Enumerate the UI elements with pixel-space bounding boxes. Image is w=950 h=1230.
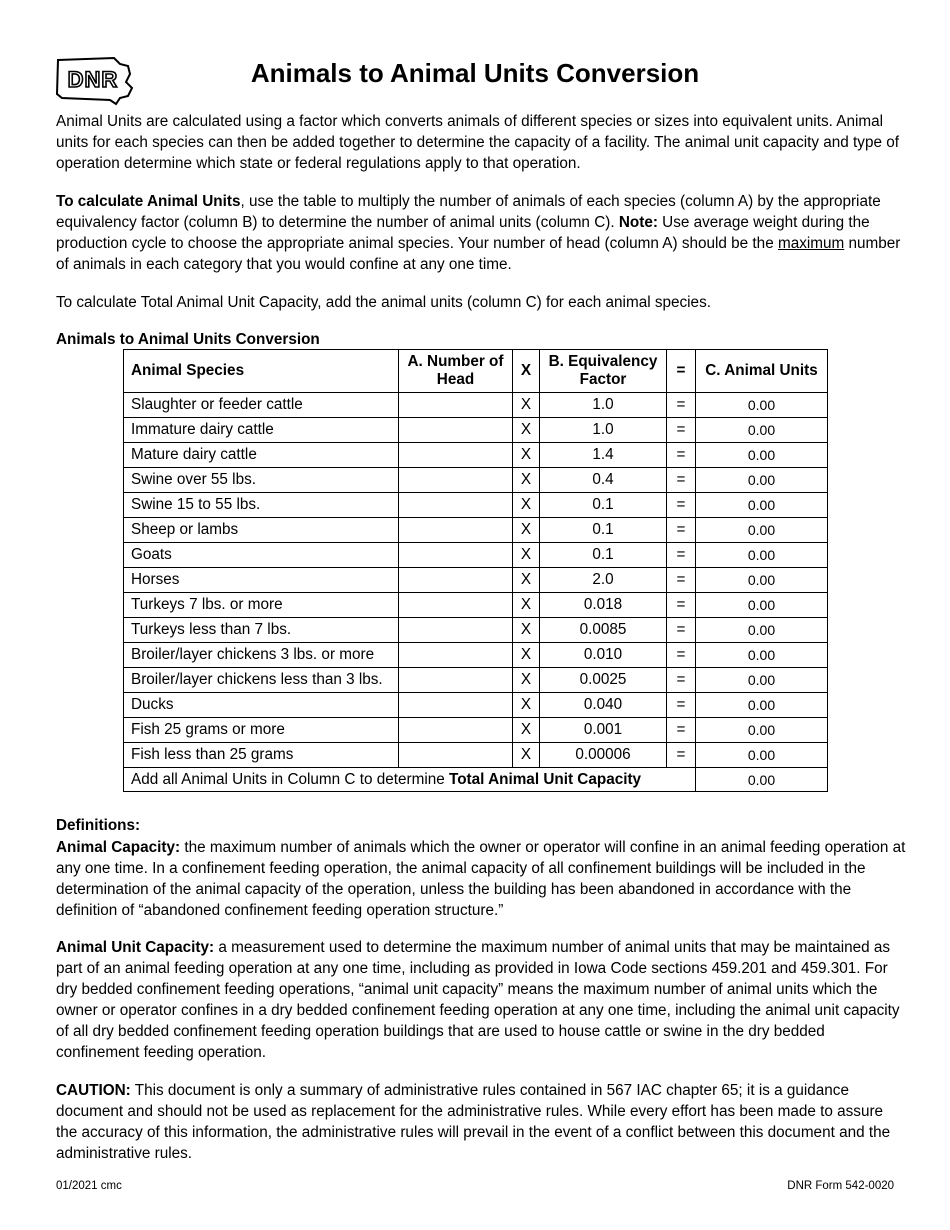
times-cell: X: [513, 443, 540, 468]
species-cell: Broiler/layer chickens 3 lbs. or more: [124, 643, 399, 668]
number-of-head-input[interactable]: [399, 419, 512, 441]
animal-capacity-definition: [56, 837, 906, 921]
equals-cell: =: [667, 593, 696, 618]
animal-units-cell: 0.00: [696, 668, 828, 693]
definitions-heading: Definitions:: [56, 817, 141, 834]
number-of-head-input[interactable]: [399, 469, 512, 491]
table-row: [124, 618, 828, 643]
equivalency-factor-cell: 1.4: [540, 443, 667, 468]
equals-cell: =: [667, 568, 696, 593]
number-of-head-input[interactable]: [399, 619, 512, 641]
animal-capacity-text: the maximum number of animals which the owner or operator will confine in an animal feeding operation at any one time. In a confinement feeding operation, the animal capacity of all confinement buildings will be included in the determination of the animal capacity of the operation, unless the building has been abandoned in accordance with the definition of “abandoned confinement feeding operation structure.”: [56, 839, 906, 919]
table-row: [124, 593, 828, 618]
table-row: [124, 443, 828, 468]
table-header-row: [124, 350, 828, 393]
species-cell: Goats: [124, 543, 399, 568]
table-row: [124, 493, 828, 518]
equivalency-factor-cell: 0.0025: [540, 668, 667, 693]
animal-units-cell: 0.00: [696, 643, 828, 668]
species-cell: Fish less than 25 grams: [124, 743, 399, 768]
equals-cell: =: [667, 693, 696, 718]
maximum-underline: maximum: [777, 235, 845, 252]
equals-cell: =: [667, 418, 696, 443]
table-row: [124, 418, 828, 443]
species-cell: Horses: [124, 568, 399, 593]
equals-cell: =: [667, 718, 696, 743]
times-cell: X: [513, 493, 540, 518]
number-of-head-input[interactable]: [399, 569, 512, 591]
table-row: [124, 543, 828, 568]
number-of-head-cell[interactable]: [399, 568, 513, 593]
species-cell: Turkeys less than 7 lbs.: [124, 618, 399, 643]
animal-units-cell: 0.00: [696, 718, 828, 743]
equivalency-factor-cell: 0.040: [540, 693, 667, 718]
instructions-paragraph: [56, 191, 906, 275]
table-row: [124, 518, 828, 543]
number-of-head-input[interactable]: [399, 694, 512, 716]
dnr-logo-icon: [54, 54, 134, 106]
number-of-head-cell[interactable]: [399, 593, 513, 618]
times-cell: X: [513, 743, 540, 768]
animal-units-cell: 0.00: [696, 568, 828, 593]
header-number-of-head: A. Number of Head: [399, 350, 513, 393]
instructions-lead: To calculate Animal Units: [56, 193, 241, 210]
number-of-head-cell[interactable]: [399, 668, 513, 693]
species-cell: Ducks: [124, 693, 399, 718]
number-of-head-cell[interactable]: [399, 493, 513, 518]
number-of-head-cell[interactable]: [399, 468, 513, 493]
number-of-head-input[interactable]: [399, 744, 512, 766]
number-of-head-input[interactable]: [399, 444, 512, 466]
equals-cell: =: [667, 443, 696, 468]
equals-cell: =: [667, 668, 696, 693]
equals-cell: =: [667, 618, 696, 643]
times-cell: X: [513, 718, 540, 743]
times-cell: X: [513, 568, 540, 593]
equivalency-factor-cell: 0.010: [540, 643, 667, 668]
table-row: [124, 693, 828, 718]
number-of-head-input[interactable]: [399, 594, 512, 616]
animal-units-cell: 0.00: [696, 468, 828, 493]
species-cell: Swine over 55 lbs.: [124, 468, 399, 493]
equals-cell: =: [667, 468, 696, 493]
number-of-head-input[interactable]: [399, 494, 512, 516]
header-equivalency-factor: B. Equivalency Factor: [540, 350, 667, 393]
animal-unit-capacity-definition: [56, 937, 906, 1063]
svg-text:DNR: DNR: [67, 67, 119, 92]
equals-cell: =: [667, 393, 696, 418]
number-of-head-cell[interactable]: [399, 543, 513, 568]
intro-paragraph: Animal Units are calculated using a factor which converts animals of different species or sizes into equivalent units. Animal units for each species can then be added together to determine the capacity of a facility. The animal unit capacity and type of operation determine which state or federal regulations apply to that operation.: [56, 113, 899, 172]
equals-cell: =: [667, 643, 696, 668]
equivalency-factor-cell: 1.0: [540, 393, 667, 418]
caution-text: This document is only a summary of administrative rules contained in 567 IAC chapter 65; it is a guidance document and should not be used as replacement for the administrative rules. While every effort has been made to assure the accuracy of this information, the administrative rules will prevail in the event of a conflict between this document and the administrative rules.: [56, 1082, 891, 1162]
number-of-head-cell[interactable]: [399, 443, 513, 468]
table-row: [124, 668, 828, 693]
page-title: Animals to Animal Units Conversion: [250, 58, 700, 88]
animal-units-cell: 0.00: [696, 693, 828, 718]
times-cell: X: [513, 418, 540, 443]
conversion-table: [123, 349, 828, 792]
number-of-head-input[interactable]: [399, 394, 512, 416]
note-label: Note:: [618, 214, 658, 231]
animal-unit-capacity-text: a measurement used to determine the maximum number of animal units that may be maintained as part of an animal feeding operation at any one time, including as provided in Iowa Code sections 459.201 and 459.301. For dry bedded confinement feeding operations, “animal unit capacity” means the maximum number of animal units which the owner or operator confines in a dry bedded confinement feeding operation at any one time, including the animal unit capacity of all dry bedded confinement feeding operation buildings that are used to house cattle or swine in the dry bedded confinement feeding operation.: [56, 939, 900, 1061]
times-cell: X: [513, 618, 540, 643]
instructions-text-a: , use the table to multiply the number of animals of each species (column A) by the appropriate equivalency factor (column B) to determine the number of animal units (column C).: [56, 193, 881, 231]
number-of-head-input[interactable]: [399, 719, 512, 741]
number-of-head-cell[interactable]: [399, 393, 513, 418]
times-cell: X: [513, 693, 540, 718]
animal-units-cell: 0.00: [696, 418, 828, 443]
total-row: [124, 768, 828, 792]
animal-units-cell: 0.00: [696, 493, 828, 518]
species-cell: Mature dairy cattle: [124, 443, 399, 468]
equivalency-factor-cell: 0.1: [540, 543, 667, 568]
total-label-bold: Total Animal Unit Capacity: [448, 770, 642, 788]
number-of-head-cell[interactable]: [399, 743, 513, 768]
times-cell: X: [513, 468, 540, 493]
animal-units-cell: 0.00: [696, 543, 828, 568]
animal-units-cell: 0.00: [696, 593, 828, 618]
caution-label: CAUTION:: [56, 1082, 131, 1099]
number-of-head-input[interactable]: [399, 519, 512, 541]
table-row: [124, 393, 828, 418]
instructions-text-b: Use average weight during the production cycle to choose the appropriate animal species. Your number of head (column A) should be the: [56, 214, 870, 252]
footer-form-number: DNR Form 542-0020: [787, 1180, 894, 1192]
number-of-head-cell[interactable]: [399, 693, 513, 718]
number-of-head-cell[interactable]: [399, 643, 513, 668]
animal-capacity-label: Animal Capacity:: [56, 839, 181, 856]
equals-cell: =: [667, 518, 696, 543]
equivalency-factor-cell: 2.0: [540, 568, 667, 593]
times-cell: X: [513, 668, 540, 693]
caution-paragraph: [56, 1080, 906, 1164]
number-of-head-cell[interactable]: [399, 418, 513, 443]
equivalency-factor-cell: 0.1: [540, 493, 667, 518]
number-of-head-cell[interactable]: [399, 718, 513, 743]
times-cell: X: [513, 393, 540, 418]
footer-date: 01/2021 cmc: [56, 1180, 122, 1192]
instructions-text-c: number of animals in each category that you would confine at any one time.: [56, 235, 901, 273]
species-cell: Immature dairy cattle: [124, 418, 399, 443]
header-animal-units: C. Animal Units: [696, 350, 828, 393]
total-instructions-paragraph: To calculate Total Animal Unit Capacity, add the animal units (column C) for each animal species.: [56, 294, 711, 311]
species-cell: Slaughter or feeder cattle: [124, 393, 399, 418]
times-cell: X: [513, 593, 540, 618]
number-of-head-cell[interactable]: [399, 618, 513, 643]
equivalency-factor-cell: 0.0085: [540, 618, 667, 643]
header-equals: =: [667, 350, 696, 393]
animal-units-cell: 0.00: [696, 743, 828, 768]
equals-cell: =: [667, 543, 696, 568]
table-row: [124, 743, 828, 768]
animal-units-cell: 0.00: [696, 443, 828, 468]
equivalency-factor-cell: 0.00006: [540, 743, 667, 768]
animal-units-cell: 0.00: [696, 518, 828, 543]
species-cell: Swine 15 to 55 lbs.: [124, 493, 399, 518]
header-times: X: [513, 350, 540, 393]
number-of-head-input[interactable]: [399, 669, 512, 691]
species-cell: Sheep or lambs: [124, 518, 399, 543]
times-cell: X: [513, 643, 540, 668]
table-row: [124, 468, 828, 493]
equivalency-factor-cell: 0.001: [540, 718, 667, 743]
total-label-text: Add all Animal Units in Column C to determine: [131, 770, 449, 788]
species-cell: Broiler/layer chickens less than 3 lbs.: [124, 668, 399, 693]
times-cell: X: [513, 518, 540, 543]
equivalency-factor-cell: 1.0: [540, 418, 667, 443]
table-caption: Animals to Animal Units Conversion: [56, 331, 320, 348]
equivalency-factor-cell: 0.4: [540, 468, 667, 493]
number-of-head-cell[interactable]: [399, 518, 513, 543]
equivalency-factor-cell: 0.1: [540, 518, 667, 543]
equals-cell: =: [667, 743, 696, 768]
species-cell: Turkeys 7 lbs. or more: [124, 593, 399, 618]
table-row: [124, 643, 828, 668]
equals-cell: =: [667, 493, 696, 518]
animal-unit-capacity-label: Animal Unit Capacity:: [56, 939, 215, 956]
animal-units-cell: 0.00: [696, 618, 828, 643]
times-cell: X: [513, 543, 540, 568]
total-animal-unit-capacity: 0.00: [696, 768, 828, 792]
species-cell: Fish 25 grams or more: [124, 718, 399, 743]
table-row: [124, 568, 828, 593]
animal-units-cell: 0.00: [696, 393, 828, 418]
number-of-head-input[interactable]: [399, 544, 512, 566]
total-label: [124, 768, 696, 792]
number-of-head-input[interactable]: [399, 644, 512, 666]
equivalency-factor-cell: 0.018: [540, 593, 667, 618]
table-row: [124, 718, 828, 743]
header-species: Animal Species: [124, 350, 399, 393]
